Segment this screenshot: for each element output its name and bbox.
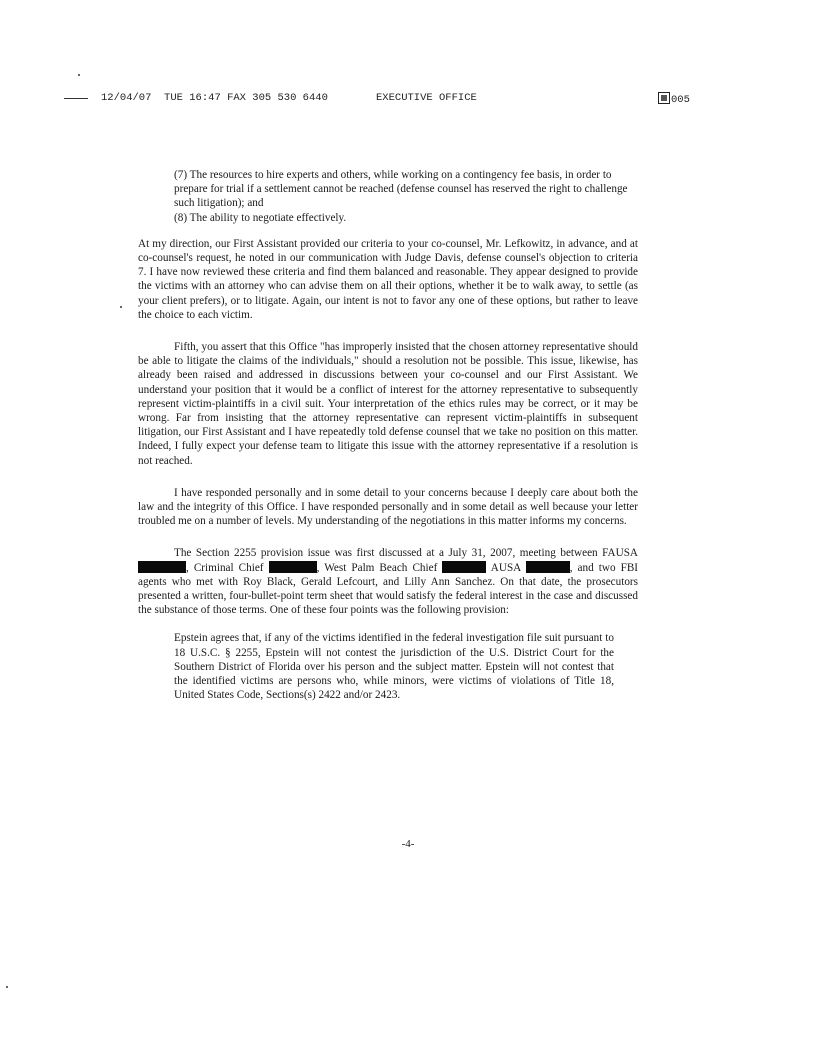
list-item: (8) The ability to negotiate effectively. bbox=[174, 211, 347, 224]
redaction-bar bbox=[526, 561, 570, 573]
text-segment: , Criminal Chief bbox=[186, 561, 269, 574]
paragraph-personal-response: I have responded personally and in some detail to your concerns because I deeply care about both the law and the integrity of this Office. I have responded personally and in some detail as well because your letter troubled me on a number of levels. My understanding of the negotiations in this matter informs my concerns. bbox=[138, 486, 638, 528]
redaction-bar bbox=[269, 561, 317, 573]
fax-page-code-wrap bbox=[658, 92, 690, 106]
scan-speck bbox=[120, 306, 122, 308]
paragraph-section-2255 bbox=[138, 546, 638, 617]
page-number: -4- bbox=[401, 838, 415, 850]
scan-speck bbox=[6, 986, 8, 988]
letter-body bbox=[138, 168, 638, 703]
list-item: (7) The resources to hire experts and others, while working on a contingency fee basis, in order to prepare for trial if a settlement cannot be reached (defense counsel has reserved the right to challenge such litigation); and bbox=[174, 169, 628, 210]
fax-page-code: 005 bbox=[671, 94, 690, 106]
fax-header-dash bbox=[64, 98, 88, 99]
paragraph-criteria-review: At my direction, our First Assistant provided our criteria to your co-counsel, Mr. Lefkowitz, in advance, and at co-counsel's request, he noted in our communication with Judge Davis, defense counsel's objection to criteria 7. I have now reviewed these criteria and find them balanced and reasonable. They appear designed to provide the victims with an attorney who can advise them on all their options, whether it be to walk away, to settle (as your client prefers), or to litigate. Again, our intent is not to favor any one of these options, but rather to leave the choice to each victim. bbox=[138, 237, 638, 321]
text-segment: AUSA bbox=[486, 561, 526, 574]
fax-page-box-icon bbox=[658, 92, 670, 104]
fax-day-time: TUE 16:47 bbox=[164, 92, 221, 104]
text-segment: , West Palm Beach Chief bbox=[316, 561, 443, 574]
fax-header bbox=[0, 92, 816, 108]
paragraph-fifth-assertion: Fifth, you assert that this Office "has improperly insisted that the chosen attorney representative should be able to litigate the claims of the individuals," should a resolution not be possible. This issue, likewise, has already been raised and addressed in discussions between your co-counsel and our First Assistant. We understand your position that it would be a conflict of interest for the attorney representative to subsequently represent victim-plaintiffs in a civil suit. Your interpretation of the ethics rules may be correct, or it may be wrong. Far from insisting that the attorney representative can represent victim-plaintiffs in subsequent litigation, our First Assistant and I have repeatedly told defense counsel that we take no position on this matter. Indeed, I fully expect your defense team to litigate this issue with the attorney representative if a resolution is not reached. bbox=[138, 341, 638, 467]
redaction-bar bbox=[138, 561, 186, 573]
fax-number: FAX 305 530 6440 bbox=[227, 92, 328, 104]
criteria-list bbox=[174, 168, 638, 225]
fax-date: 12/04/07 bbox=[101, 92, 152, 104]
fax-office: EXECUTIVE OFFICE bbox=[376, 92, 477, 104]
text-segment: , and two FBI agents who met with Roy Black, Gerald Lefcourt, and Lilly Ann Sanchez. On that date, the prosecutors presented a written, four-bullet-point term sheet that would satisfy the federal interest in the case and discussed the substance of those terms. One of these four points was the following provision: bbox=[138, 561, 639, 617]
text-segment: The Section 2255 provision issue was first discussed at a July 31, 2007, meeting between FAUSA bbox=[174, 547, 638, 560]
quoted-provision: Epstein agrees that, if any of the victims identified in the federal investigation file suit pursuant to 18 U.S.C. § 2255, Epstein will not contest the jurisdiction of the U.S. District Court for the Southern District of Florida over his person and the subject matter. Epstein will not contest that the identified victims are persons who, while minors, were victims of violations of Title 18, United States Code, Sections(s) 2422 and/or 2423. bbox=[174, 632, 614, 702]
redaction-bar bbox=[442, 561, 486, 573]
fax-header-left bbox=[101, 92, 328, 104]
scan-speck bbox=[78, 74, 80, 76]
